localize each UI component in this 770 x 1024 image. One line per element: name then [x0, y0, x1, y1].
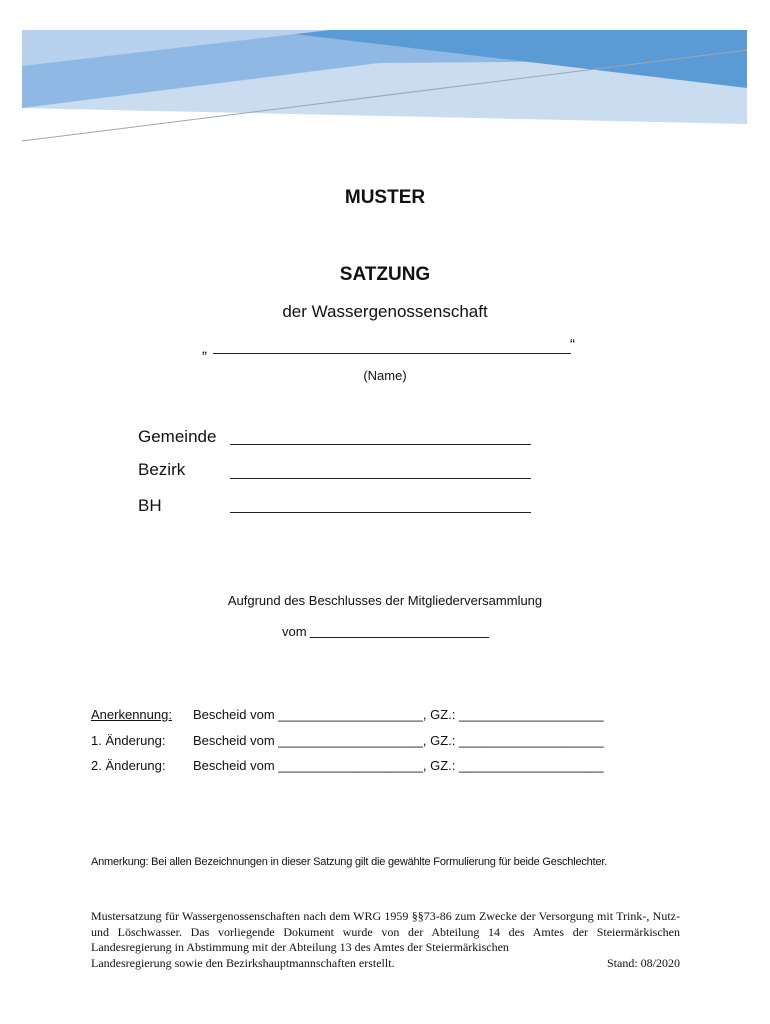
- closing-quote: “: [570, 336, 575, 353]
- footer-last-line: [91, 956, 680, 972]
- header-banner: [0, 0, 770, 150]
- footer-last-text: Landesregierung sowie den Bezirkshauptmannschaften erstellt.: [91, 955, 395, 970]
- field-line-gemeinde: [230, 444, 531, 445]
- footer-disclaimer: [91, 909, 680, 971]
- gender-note: Anmerkung: Bei allen Bezeichnungen in dieser Satzung gilt die gewählte Formulierung für beide Geschlechter.: [91, 856, 608, 868]
- document-title: MUSTER: [344, 187, 426, 208]
- field-label-gemeinde: Gemeinde: [138, 427, 217, 446]
- field-label-bh: BH: [138, 496, 162, 515]
- registration-text-anerkennung: Bescheid vom ____________________, GZ.: ____________________: [193, 707, 604, 722]
- registration-text-aenderung-2: Bescheid vom ____________________, GZ.: ____________________: [193, 758, 604, 773]
- resolution-text: Aufgrund des Beschlusses der Mitgliederversammlung: [227, 593, 543, 608]
- document-type: SATZUNG: [339, 264, 431, 285]
- field-line-bezirk: [230, 478, 531, 479]
- document-subtitle: der Wassergenossenschaft: [282, 302, 488, 321]
- registration-text-aenderung-1: Bescheid vom ____________________, GZ.: ____________________: [193, 733, 604, 748]
- field-line-bh: [230, 512, 531, 513]
- footer-text: Mustersatzung für Wassergenossenschaften nach dem WRG 1959 §§73-86 zum Zwecke der Versorgung mit Trink-, Nutz- und Löschwasser. Das vorliegende Dokument wurde von der Abteilung 14 des Amtes der Steiermärkischen Landesregierung in Abstimmung mit der Abteilung 13 des Amtes der Steiermärkischen: [91, 909, 680, 954]
- name-caption: (Name): [363, 368, 407, 383]
- registration-label-anerkennung: Anerkennung:: [91, 707, 172, 722]
- resolution-date-label: vom: [282, 624, 307, 639]
- opening-quote: „: [202, 340, 207, 357]
- name-fill-line: [213, 353, 571, 354]
- registration-label-aenderung-1: 1. Änderung:: [91, 733, 166, 748]
- field-label-bezirk: Bezirk: [138, 460, 186, 479]
- footer-stand: Stand: 08/2020: [606, 955, 680, 970]
- resolution-date-line: [310, 637, 489, 638]
- registration-label-aenderung-2: 2. Änderung:: [91, 758, 166, 773]
